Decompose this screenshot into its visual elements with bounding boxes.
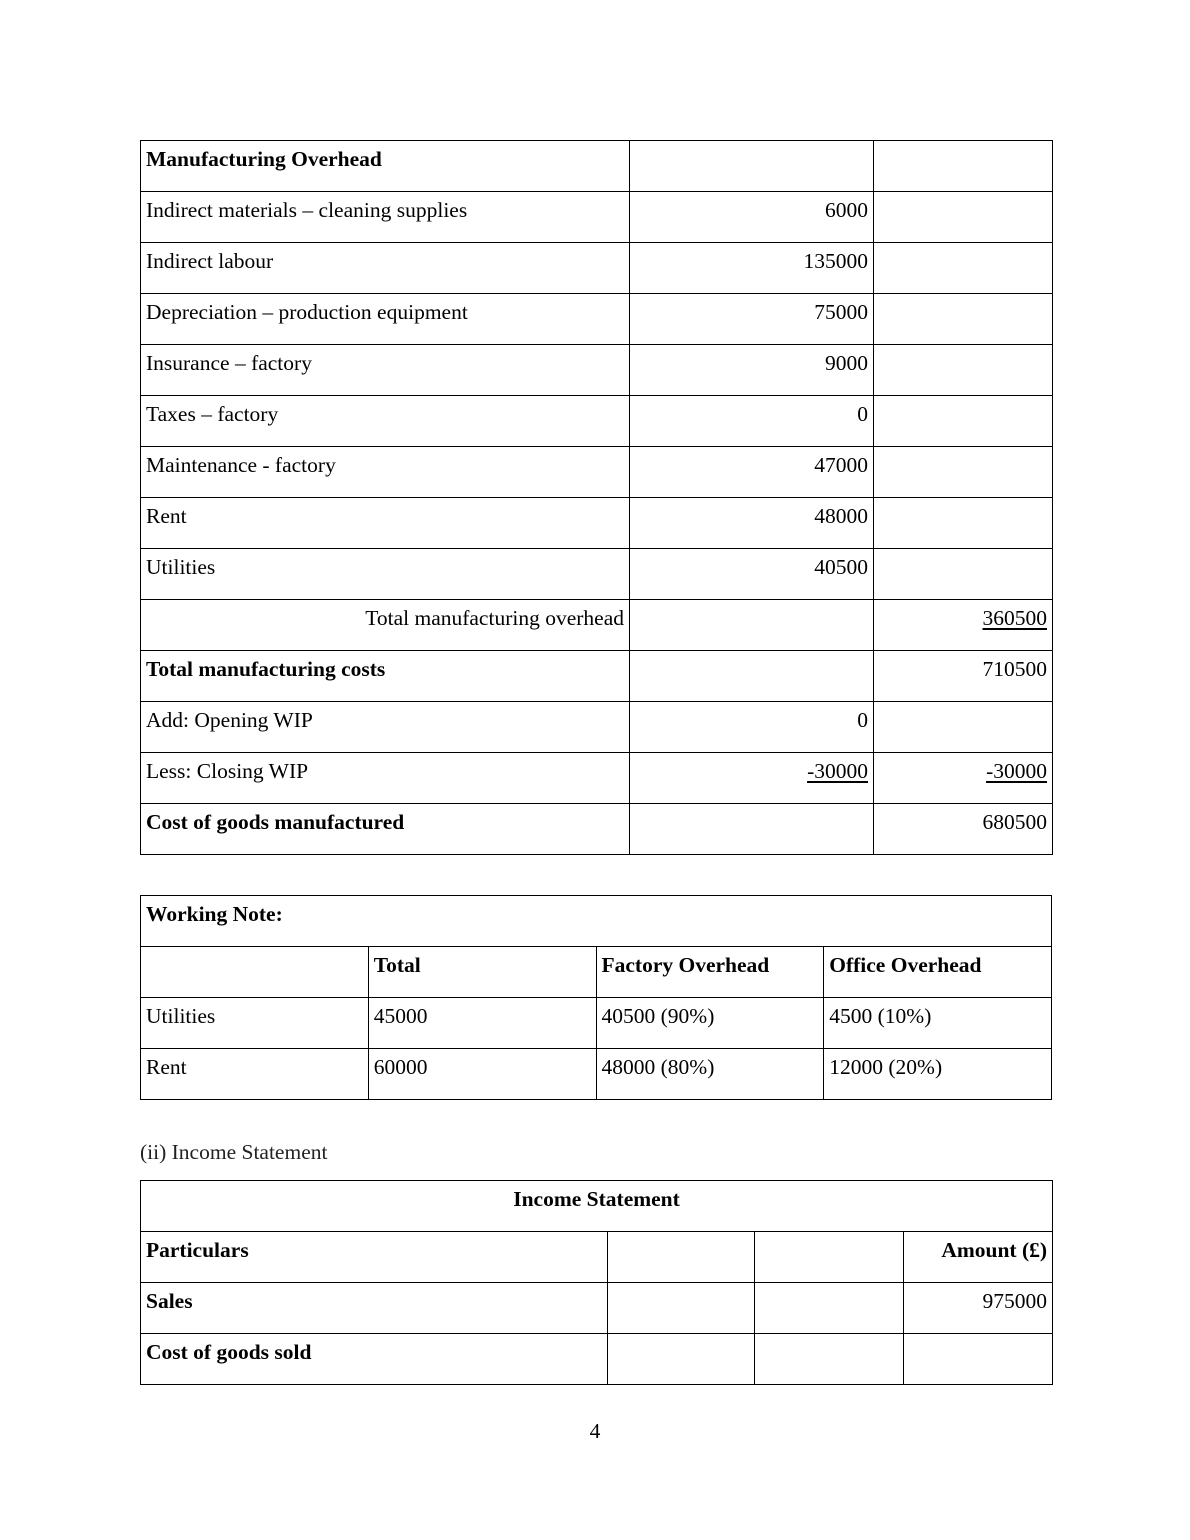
row-amount xyxy=(630,141,874,192)
column-header xyxy=(608,1232,755,1283)
row-amount xyxy=(630,600,874,651)
row-total: -30000 xyxy=(986,759,1047,783)
table-row xyxy=(141,804,1053,855)
row-amount: 0 xyxy=(630,396,874,447)
page-number: 4 xyxy=(589,1419,601,1443)
row-total: 680500 xyxy=(874,804,1053,855)
table-cell xyxy=(755,1283,904,1334)
row-total xyxy=(874,141,1053,192)
table-cell: 48000 (80%) xyxy=(596,1049,824,1100)
income-statement-table xyxy=(140,1180,1053,1385)
table-row xyxy=(141,294,1053,345)
row-amount: -30000 xyxy=(807,759,868,783)
income-statement-title: Income Statement xyxy=(141,1181,1053,1232)
table-cell: 60000 xyxy=(368,1049,596,1100)
manufacturing-cost-table xyxy=(140,140,1053,855)
table-row xyxy=(141,243,1053,294)
row-amount xyxy=(630,651,874,702)
table-cell xyxy=(904,1334,1053,1385)
table-row xyxy=(141,447,1053,498)
column-header xyxy=(755,1232,904,1283)
table-row xyxy=(141,702,1053,753)
table-row xyxy=(141,600,1053,651)
column-header: Office Overhead xyxy=(824,947,1052,998)
table-row xyxy=(141,998,1052,1049)
row-label: Taxes – factory xyxy=(141,396,630,447)
row-total xyxy=(874,702,1053,753)
column-header: Particulars xyxy=(141,1232,608,1283)
table-row xyxy=(141,141,1053,192)
row-label: Cost of goods manufactured xyxy=(141,804,630,855)
table-cell: 40500 (90%) xyxy=(596,998,824,1049)
row-label: Total manufacturing overhead xyxy=(141,600,630,651)
table-row xyxy=(141,1283,1053,1334)
row-amount: 75000 xyxy=(630,294,874,345)
table-row xyxy=(141,1049,1052,1100)
table-header-row xyxy=(141,947,1052,998)
table-row xyxy=(141,1334,1053,1385)
row-label: Total manufacturing costs xyxy=(141,651,630,702)
row-total: 710500 xyxy=(874,651,1053,702)
table-cell xyxy=(608,1334,755,1385)
row-amount: 135000 xyxy=(630,243,874,294)
table-cell: Rent xyxy=(141,1049,369,1100)
row-label: Manufacturing Overhead xyxy=(141,141,630,192)
row-total xyxy=(874,192,1053,243)
row-label: Add: Opening WIP xyxy=(141,702,630,753)
row-label: Utilities xyxy=(141,549,630,600)
table-cell: 45000 xyxy=(368,998,596,1049)
table-row xyxy=(141,549,1053,600)
table-cell xyxy=(755,1334,904,1385)
table-row xyxy=(141,345,1053,396)
table-cell: Sales xyxy=(141,1283,608,1334)
section-heading: (ii) Income Statement xyxy=(140,1140,328,1164)
column-header: Total xyxy=(368,947,596,998)
column-header: Amount (£) xyxy=(904,1232,1053,1283)
row-label: Less: Closing WIP xyxy=(141,753,630,804)
table-cell: Utilities xyxy=(141,998,369,1049)
table-cell xyxy=(608,1283,755,1334)
row-amount: 47000 xyxy=(630,447,874,498)
row-total xyxy=(874,498,1053,549)
column-header: Factory Overhead xyxy=(596,947,824,998)
table-header-row xyxy=(141,1232,1053,1283)
working-note-table xyxy=(140,895,1052,1100)
row-amount: 48000 xyxy=(630,498,874,549)
table-row xyxy=(141,753,1053,804)
row-label: Depreciation – production equipment xyxy=(141,294,630,345)
table-cell: 4500 (10%) xyxy=(824,998,1052,1049)
working-note-title: Working Note: xyxy=(141,896,1052,947)
table-title-row xyxy=(141,1181,1053,1232)
table-row xyxy=(141,498,1053,549)
row-total xyxy=(874,549,1053,600)
column-header xyxy=(141,947,369,998)
table-row xyxy=(141,192,1053,243)
row-label: Maintenance - factory xyxy=(141,447,630,498)
row-amount xyxy=(630,804,874,855)
row-amount: 0 xyxy=(630,702,874,753)
row-amount: 9000 xyxy=(630,345,874,396)
table-cell: Cost of goods sold xyxy=(141,1334,608,1385)
row-label: Insurance – factory xyxy=(141,345,630,396)
row-total xyxy=(874,294,1053,345)
row-total xyxy=(874,243,1053,294)
row-total: 360500 xyxy=(982,606,1047,630)
row-label: Indirect materials – cleaning supplies xyxy=(141,192,630,243)
row-total xyxy=(874,345,1053,396)
row-label: Rent xyxy=(141,498,630,549)
row-label: Indirect labour xyxy=(141,243,630,294)
table-row xyxy=(141,396,1053,447)
row-total xyxy=(874,447,1053,498)
row-total xyxy=(874,396,1053,447)
row-amount: 40500 xyxy=(630,549,874,600)
row-amount: 6000 xyxy=(630,192,874,243)
table-row xyxy=(141,651,1053,702)
table-cell: 12000 (20%) xyxy=(824,1049,1052,1100)
table-title-row xyxy=(141,896,1052,947)
table-cell: 975000 xyxy=(904,1283,1053,1334)
